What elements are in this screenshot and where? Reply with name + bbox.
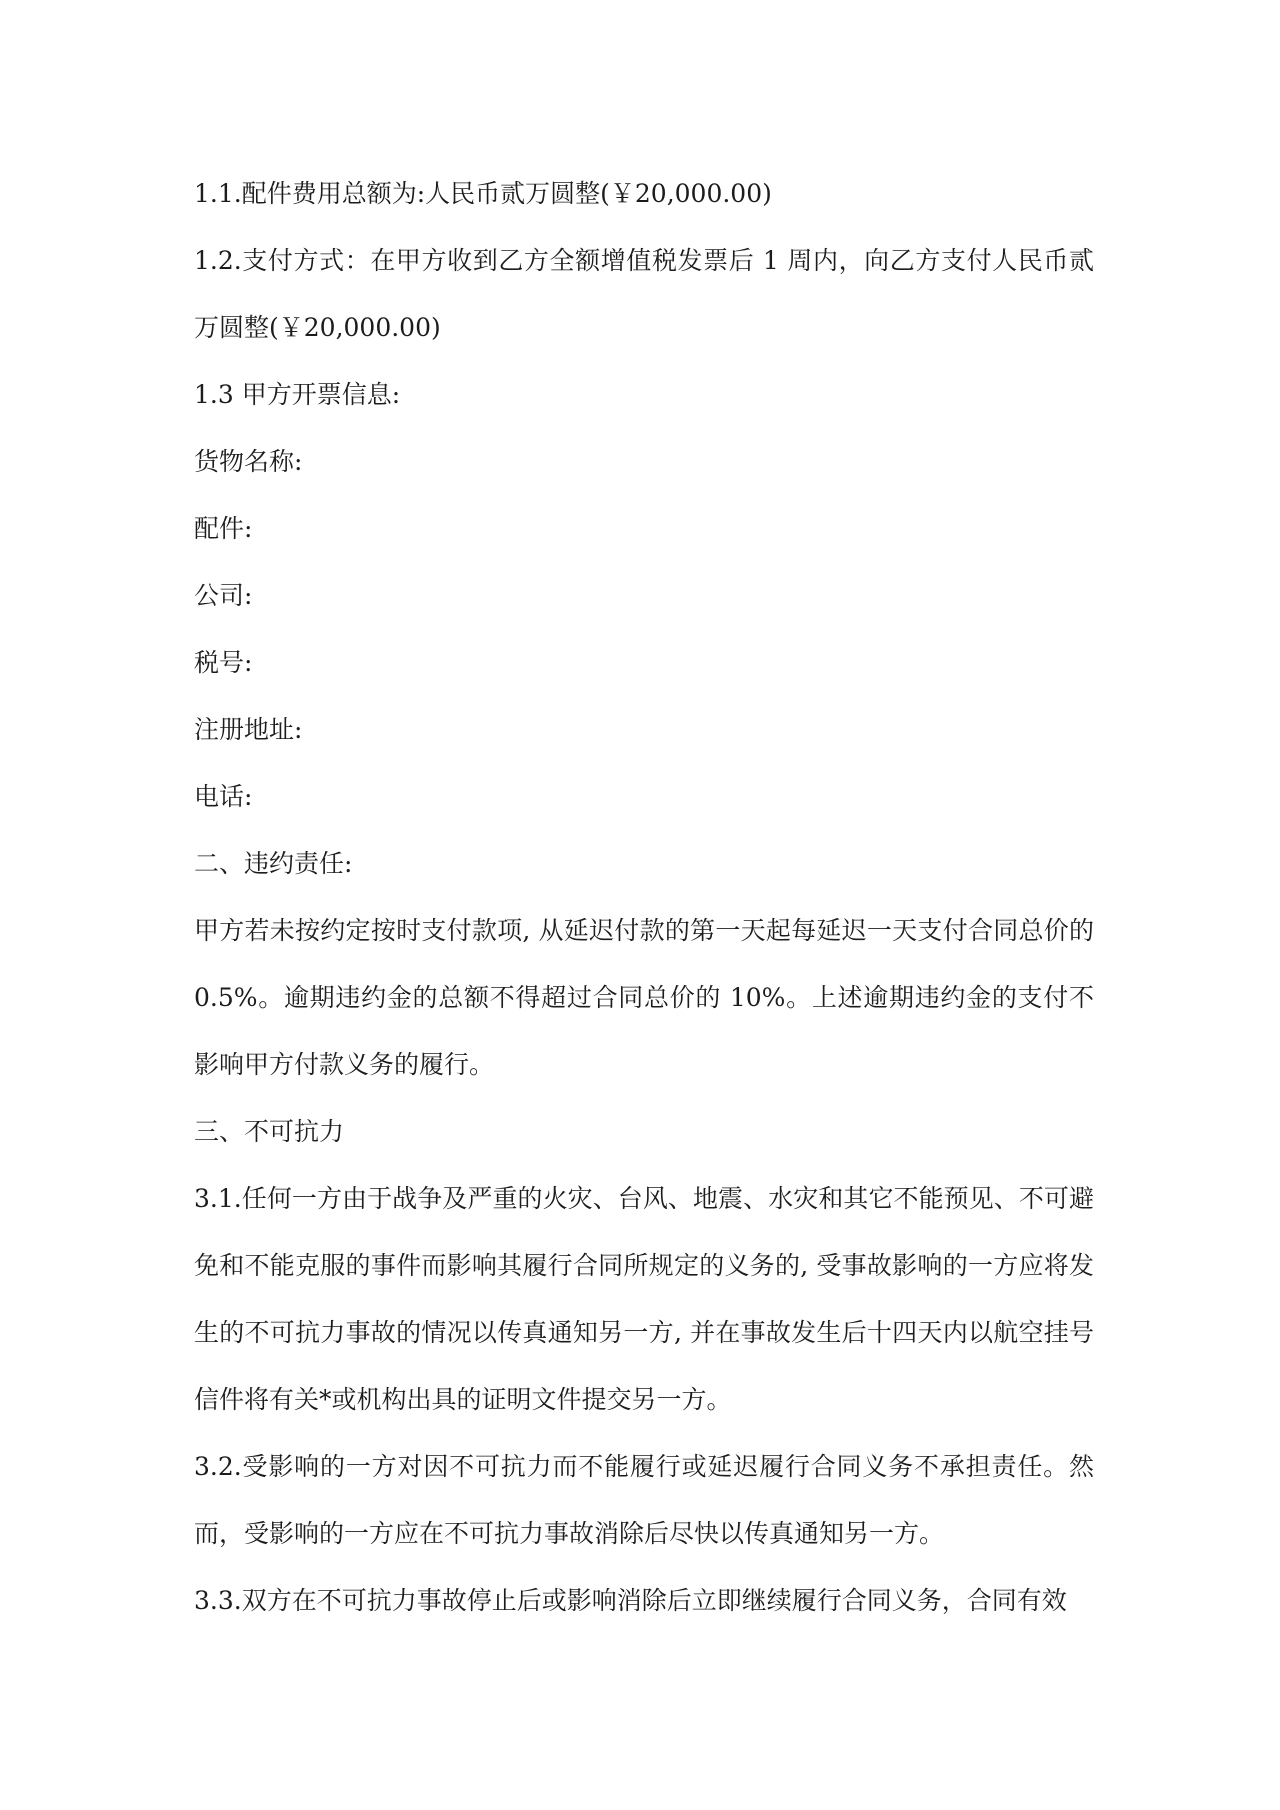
field-parts: 配件: <box>194 514 253 543</box>
clause-1-2-payment-method: 1.2.支付方式：在甲方收到乙方全额增值税发票后 1 周内，向乙方支付人民币贰万圆整(￥20,000.00) <box>194 246 1094 342</box>
section-2-body: 甲方若未按约定按时支付款项, 从延迟付款的第一天起每延迟一天支付合同总价的 0.5%。逾期违约金的总额不得超过合同总价的 10%。上述逾期违约金的支付不影响甲方付款义务的履行。 <box>194 916 1094 1079</box>
field-phone: 电话: <box>194 782 253 811</box>
clause-3-1: 3.1.任何一方由于战争及严重的火灾、台风、地震、水灾和其它不能预见、不可避免和不能克服的事件而影响其履行合同所规定的义务的, 受事故影响的一方应将发生的不可抗力事故的情况以传真通知另一方, 并在事故发生后十四天内以航空挂号信件将有关*或机构出具的证明文件提交另一方。 <box>194 1184 1094 1414</box>
clause-3-2: 3.2.受影响的一方对因不可抗力而不能履行或延迟履行合同义务不承担责任。然而，受影响的一方应在不可抗力事故消除后尽快以传真通知另一方。 <box>194 1452 1094 1548</box>
field-registered-address: 注册地址: <box>194 715 303 744</box>
clause-3-3: 3.3.双方在不可抗力事故停止后或影响消除后立即继续履行合同义务，合同有效 <box>194 1586 1067 1615</box>
field-goods-name: 货物名称: <box>194 447 303 476</box>
field-company: 公司: <box>194 581 253 610</box>
clause-1-3-invoice-info-heading: 1.3 甲方开票信息: <box>194 380 401 409</box>
field-tax-number: 税号: <box>194 648 253 677</box>
clause-1-1-total-fee: 1.1.配件费用总额为:人民币贰万圆整(￥20,000.00) <box>194 179 772 208</box>
document-body <box>194 160 1094 1634</box>
section-2-heading: 二、违约责任: <box>194 849 353 878</box>
section-3-heading: 三、不可抗力 <box>194 1117 345 1146</box>
